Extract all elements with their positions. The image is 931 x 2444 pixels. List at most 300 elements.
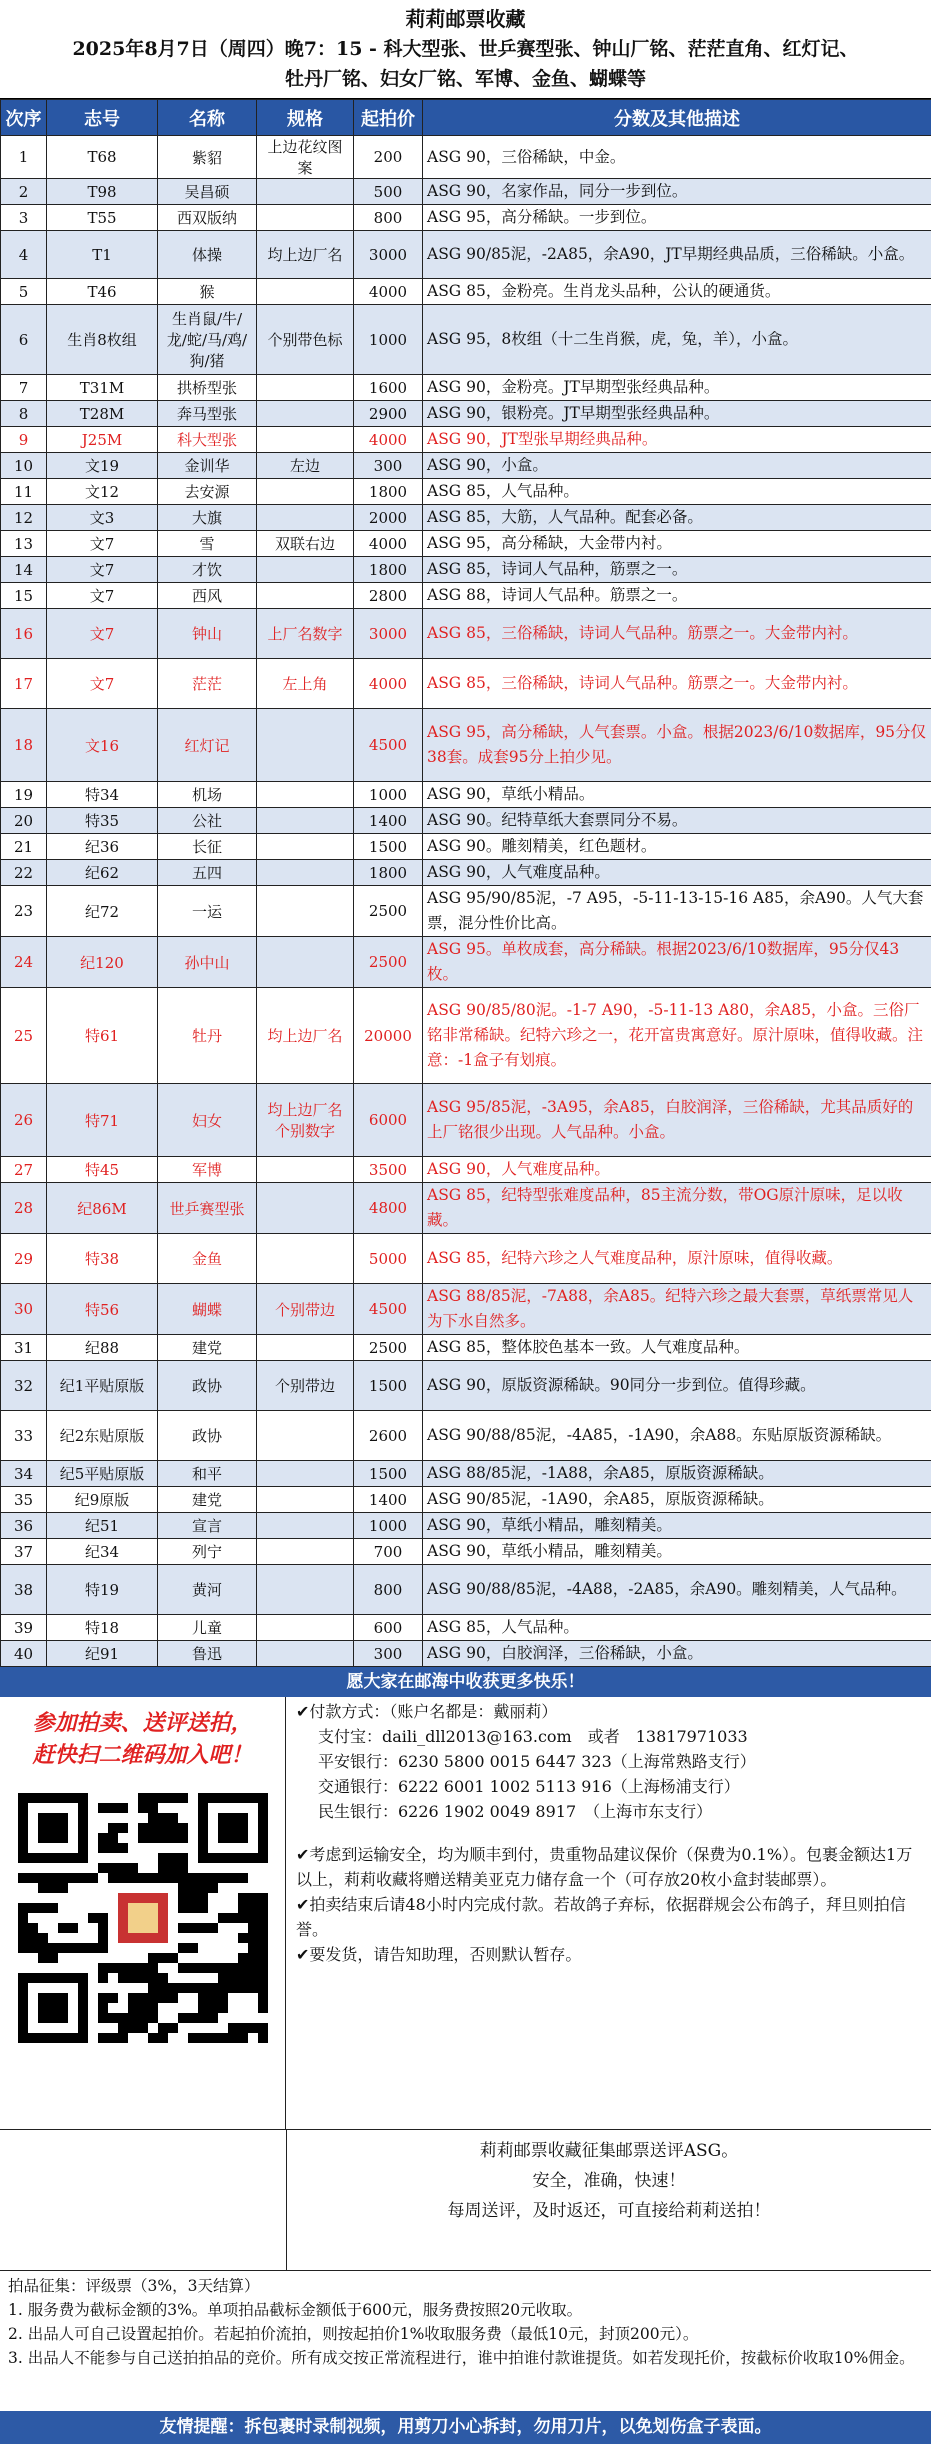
cell-spec [257,1411,354,1461]
table-row [1,1539,931,1565]
auction-subtitle-2: 牡丹厂铭、妇女厂铭、军博、金鱼、蝴蝶等 [0,64,931,94]
cell-price: 200 [354,136,423,179]
cell-spec [257,709,354,782]
cell-code: 文7 [47,583,158,609]
cell-name: 茫茫 [158,659,257,709]
cell-no: 35 [1,1487,47,1513]
cell-spec [257,1157,354,1183]
promo-line-2: 赶快扫二维码加入吧！ [0,1739,285,1771]
cell-code: 纪86M [47,1183,158,1234]
cell-spec [257,1513,354,1539]
cell-no: 17 [1,659,47,709]
table-row [1,886,931,937]
table-row [1,1615,931,1641]
cell-name: 紫貂 [158,136,257,179]
cell-price: 2900 [354,401,423,427]
cell-desc: ASG 95，8枚组（十二生肖猴，虎，兔，羊），小盒。 [423,305,931,375]
cell-name: 黄河 [158,1565,257,1615]
cell-spec [257,1615,354,1641]
cell-desc: ASG 90，银粉亮。JT早期型张经典品种。 [423,401,931,427]
cell-code: 纪120 [47,937,158,988]
cell-desc: ASG 90，金粉亮。JT早期型张经典品种。 [423,375,931,401]
cell-no: 7 [1,375,47,401]
greeting-banner: 愿大家在邮海中收获更多快乐！ [0,1667,931,1697]
cell-desc: ASG 90。纪特草纸大套票同分不易。 [423,808,931,834]
cell-price: 4000 [354,427,423,453]
cell-price: 3500 [354,1157,423,1183]
cell-desc: ASG 90，人气难度品种。 [423,860,931,886]
cell-price: 1000 [354,1513,423,1539]
qr-panel [0,1697,286,2129]
cell-code: 文7 [47,609,158,659]
cell-name: 体操 [158,231,257,279]
table-row [1,583,931,609]
cell-desc: ASG 90，三俗稀缺，中金。 [423,136,931,179]
cell-code: 文16 [47,709,158,782]
cell-price: 5000 [354,1234,423,1284]
table-row [1,427,931,453]
cell-name: 建党 [158,1335,257,1361]
table-row [1,1513,931,1539]
cell-name: 吴昌硕 [158,179,257,205]
cell-price: 1600 [354,375,423,401]
table-row [1,453,931,479]
cell-code: 特19 [47,1565,158,1615]
cell-desc: ASG 95/85泥，-3A95，余A85，白胶润泽，三俗稀缺，尤其品质好的上厂铭很少出现。人气品种。小盒。 [423,1084,931,1157]
cell-spec [257,1234,354,1284]
cell-code: T28M [47,401,158,427]
cell-name: 妇女 [158,1084,257,1157]
cell-no: 4 [1,231,47,279]
cell-desc: ASG 85，人气品种。 [423,479,931,505]
cell-spec [257,886,354,937]
cell-desc: ASG 95，高分稀缺。一步到位。 [423,205,931,231]
cell-no: 28 [1,1183,47,1234]
cell-desc: ASG 90，名家作品，同分一步到位。 [423,179,931,205]
cell-spec [257,401,354,427]
cell-name: 科大型张 [158,427,257,453]
cell-price: 2800 [354,583,423,609]
cell-spec: 左上角 [257,659,354,709]
table-row [1,1183,931,1234]
cell-no: 33 [1,1411,47,1461]
cell-no: 24 [1,937,47,988]
table-row [1,1461,931,1487]
cell-spec [257,179,354,205]
cell-price: 1000 [354,305,423,375]
cell-price: 600 [354,1615,423,1641]
cell-price: 800 [354,1565,423,1615]
table-row [1,1411,931,1461]
cell-spec: 个别带边 [257,1361,354,1411]
cell-price: 4500 [354,1284,423,1335]
cell-no: 5 [1,279,47,305]
cell-no: 27 [1,1157,47,1183]
cell-no: 25 [1,988,47,1084]
rules-section [0,2271,931,2411]
cell-price: 2500 [354,1335,423,1361]
cell-price: 2000 [354,505,423,531]
cell-desc: ASG 85，三俗稀缺，诗词人气品种。筋票之一。大金带内衬。 [423,609,931,659]
cell-code: 文19 [47,453,158,479]
cell-name: 猴 [158,279,257,305]
cell-name: 孙中山 [158,937,257,988]
cell-desc: ASG 85，大筋，人气品种。配套必备。 [423,505,931,531]
cell-no: 12 [1,505,47,531]
cell-name: 牡丹 [158,988,257,1084]
cell-spec [257,479,354,505]
cell-no: 13 [1,531,47,557]
bank-info-3: 民生银行：6226 1902 0049 8917 （上海市东支行） [296,1799,921,1824]
cell-spec: 左边 [257,453,354,479]
cell-no: 14 [1,557,47,583]
cell-desc: ASG 85，金粉亮。生肖龙头品种，公认的硬通货。 [423,279,931,305]
cell-spec [257,860,354,886]
cell-price: 2500 [354,886,423,937]
alipay-info: 支付宝：daili_dll2013@163.com 或者 13817971033 [296,1724,921,1749]
cell-desc: ASG 90，原版资源稀缺。90同分一步到位。值得珍藏。 [423,1361,931,1411]
cell-desc: ASG 85，诗词人气品种，筋票之一。 [423,557,931,583]
cell-spec [257,279,354,305]
cell-no: 39 [1,1615,47,1641]
cell-code: 纪9原版 [47,1487,158,1513]
table-row [1,1565,931,1615]
cell-price: 1000 [354,782,423,808]
cell-code: 特71 [47,1084,158,1157]
payment-panel [286,1697,931,2129]
cell-code: 文3 [47,505,158,531]
delivery-note: ✔要发货，请告知助理，否则默认暂存。 [296,1942,921,1967]
cell-spec: 均上边厂名 [257,988,354,1084]
cell-code: T31M [47,375,158,401]
cell-no: 40 [1,1641,47,1667]
table-row [1,231,931,279]
table-row [1,659,931,709]
cell-code: 纪62 [47,860,158,886]
table-row [1,1084,931,1157]
cell-name: 才饮 [158,557,257,583]
table-row [1,531,931,557]
table-row [1,375,931,401]
cell-spec [257,1565,354,1615]
cell-name: 金鱼 [158,1234,257,1284]
cell-price: 4000 [354,531,423,557]
cell-no: 10 [1,453,47,479]
cell-name: 鲁迅 [158,1641,257,1667]
cell-price: 300 [354,453,423,479]
cell-code: 特34 [47,782,158,808]
cell-desc: ASG 90，小盒。 [423,453,931,479]
cell-name: 西双版纳 [158,205,257,231]
column-header-spec: 规格 [257,100,354,136]
cell-price: 4800 [354,1183,423,1234]
cell-desc: ASG 85，纪特型张难度品种，85主流分数，带OG原汁原味，足以收藏。 [423,1183,931,1234]
cell-price: 500 [354,179,423,205]
cell-spec: 均上边厂名个别数字 [257,1084,354,1157]
cell-code: 文7 [47,659,158,709]
cell-code: 特38 [47,1234,158,1284]
collect-line-3: 每周送评，及时返还，可直接给莉莉送拍！ [287,2196,931,2226]
cell-code: T68 [47,136,158,179]
table-row [1,860,931,886]
cell-spec [257,375,354,401]
cell-spec [257,937,354,988]
collection-section [0,2130,931,2271]
table-row [1,179,931,205]
table-row [1,937,931,988]
table-row [1,988,931,1084]
cell-spec [257,1461,354,1487]
cell-price: 2600 [354,1411,423,1461]
cell-desc: ASG 90/85/80泥。-1-7 A90，-5-11-13 A80，余A85，小盒。三俗厂铭非常稀缺。纪特六珍之一，花开富贵寓意好。原汁原味，值得收藏。注意：-1盒子有划痕。 [423,988,931,1084]
cell-spec: 上边花纹图案 [257,136,354,179]
info-section [0,1697,931,2130]
page-header [0,0,931,99]
cell-no: 26 [1,1084,47,1157]
cell-spec [257,834,354,860]
cell-desc: ASG 90/85泥，-2A85，余A90，JT早期经典品质，三俗稀缺。小盒。 [423,231,931,279]
cell-price: 300 [354,1641,423,1667]
cell-name: 去安源 [158,479,257,505]
cell-no: 36 [1,1513,47,1539]
cell-code: 纪5平贴原版 [47,1461,158,1487]
cell-no: 19 [1,782,47,808]
cell-no: 31 [1,1335,47,1361]
table-row [1,1487,931,1513]
cell-name: 金训华 [158,453,257,479]
cell-code: J25M [47,427,158,453]
shipping-note: ✔考虑到运输安全，均为顺丰到付，贵重物品建议保价（保费为0.1%）。包裹金额达1万以上，莉莉收藏将赠送精美亚克力储存盒一个（可存放20枚小盒封装邮票）。 [296,1842,921,1892]
column-header-price: 起拍价 [354,100,423,136]
table-row [1,136,931,179]
cell-no: 6 [1,305,47,375]
cell-spec: 上厂名数字 [257,609,354,659]
cell-name: 雪 [158,531,257,557]
bank-info-1: 平安银行：6230 5800 0015 6447 323（上海常熟路支行） [296,1749,921,1774]
table-row [1,557,931,583]
cell-code: 纪34 [47,1539,158,1565]
column-header-code: 志号 [47,100,158,136]
cell-price: 1500 [354,834,423,860]
cell-price: 1800 [354,479,423,505]
table-row [1,305,931,375]
cell-spec: 个别带色标 [257,305,354,375]
table-row [1,1284,931,1335]
cell-spec [257,1539,354,1565]
cell-desc: ASG 85，纪特六珍之人气难度品种，原汁原味，值得收藏。 [423,1234,931,1284]
cell-spec: 双联右边 [257,531,354,557]
cell-name: 五四 [158,860,257,886]
cell-code: T98 [47,179,158,205]
cell-name: 宣言 [158,1513,257,1539]
cell-desc: ASG 88/85泥，-7A88，余A85。纪特六珍之最大套票，草纸票常见人为下水自然多。 [423,1284,931,1335]
cell-no: 29 [1,1234,47,1284]
bank-info-2: 交通银行：6222 6001 1002 5113 916（上海杨浦支行） [296,1774,921,1799]
payment-rule: ✔拍卖结束后请48小时内完成付款。若故鸽子弃标，依据群规会公布鸽子，拜旦则拍信誉。 [296,1892,921,1942]
cell-spec [257,1487,354,1513]
cell-desc: ASG 90，草纸小精品，雕刻精美。 [423,1513,931,1539]
table-row [1,401,931,427]
cell-desc: ASG 90，草纸小精品。 [423,782,931,808]
cell-no: 2 [1,179,47,205]
rule-2: 2. 出品人可自己设置起拍价。若起拍价流拍，则按起拍价1%收取服务费（最低10元，封顶200元）。 [8,2322,923,2346]
collect-line-1: 莉莉邮票收藏征集邮票送评ASG。 [287,2136,931,2166]
cell-desc: ASG 90。雕刻精美，红色题材。 [423,834,931,860]
rule-3: 3. 出品人不能参与自己送拍拍品的竞价。所有成交按正常流程进行，谁中拍谁付款谁提货。如若发现托价，按截标价收取10%佣金。 [8,2346,923,2370]
cell-no: 30 [1,1284,47,1335]
qr-code[interactable] [18,1793,268,2043]
cell-price: 3000 [354,231,423,279]
cell-code: 纪88 [47,1335,158,1361]
rule-1: 1. 服务费为截标金额的3%。单项拍品截标金额低于600元，服务费按照20元收取。 [8,2298,923,2322]
cell-name: 儿童 [158,1615,257,1641]
cell-desc: ASG 90/85泥，-1A90，余A85，原版资源稀缺。 [423,1487,931,1513]
cell-desc: ASG 85，人气品种。 [423,1615,931,1641]
payment-title: ✔付款方式：（账户名都是：戴丽莉） [296,1699,921,1724]
table-row [1,205,931,231]
cell-spec: 个别带边 [257,1284,354,1335]
footer-reminder: 友情提醒：拆包裹时录制视频，用剪刀小心拆封，勿用刀片，以免划伤盒子表面。 [0,2411,931,2444]
cell-code: 文12 [47,479,158,505]
cell-code: 纪91 [47,1641,158,1667]
cell-code: 特35 [47,808,158,834]
table-row [1,1641,931,1667]
cell-code: 纪51 [47,1513,158,1539]
cell-no: 1 [1,136,47,179]
cell-name: 长征 [158,834,257,860]
table-header-row [1,100,931,136]
cell-price: 3000 [354,609,423,659]
cell-desc: ASG 90，白胶润泽，三俗稀缺，小盒。 [423,1641,931,1667]
cell-price: 1500 [354,1461,423,1487]
table-row [1,1335,931,1361]
cell-name: 奔马型张 [158,401,257,427]
cell-desc: ASG 95。单枚成套，高分稀缺。根据2023/6/10数据库，95分仅43枚。 [423,937,931,988]
cell-name: 公社 [158,808,257,834]
cell-code: 特18 [47,1615,158,1641]
cell-no: 23 [1,886,47,937]
table-row [1,479,931,505]
cell-price: 1500 [354,1361,423,1411]
cell-name: 蝴蝶 [158,1284,257,1335]
cell-spec [257,782,354,808]
cell-code: 纪2东贴原版 [47,1411,158,1461]
cell-name: 政协 [158,1411,257,1461]
cell-desc: ASG 88，诗词人气品种。筋票之一。 [423,583,931,609]
cell-price: 4000 [354,659,423,709]
cell-no: 3 [1,205,47,231]
cell-spec [257,1335,354,1361]
column-header-no: 次序 [1,100,47,136]
table-body [1,136,931,1667]
cell-name: 和平 [158,1461,257,1487]
column-header-name: 名称 [158,100,257,136]
auction-table [0,99,931,1667]
cell-no: 15 [1,583,47,609]
cell-desc: ASG 90，人气难度品种。 [423,1157,931,1183]
cell-no: 21 [1,834,47,860]
table-row [1,808,931,834]
cell-code: T1 [47,231,158,279]
cell-no: 9 [1,427,47,453]
cell-name: 政协 [158,1361,257,1411]
cell-price: 4500 [354,709,423,782]
cell-price: 1400 [354,1487,423,1513]
cell-price: 2500 [354,937,423,988]
cell-no: 37 [1,1539,47,1565]
cell-desc: ASG 88/85泥，-1A88，余A85，原版资源稀缺。 [423,1461,931,1487]
cell-desc: ASG 85，三俗稀缺，诗词人气品种。筋票之一。大金带内衬。 [423,659,931,709]
table-row [1,782,931,808]
auction-subtitle: 2025年8月7日（周四）晚7：15 - 科大型张、世乒赛型张、钟山厂铭、茫茫直角、红灯记、 [0,34,931,64]
table-row [1,279,931,305]
cell-name: 军博 [158,1157,257,1183]
cell-price: 1800 [354,860,423,886]
cell-no: 34 [1,1461,47,1487]
cell-spec [257,1641,354,1667]
cell-code: 纪1平贴原版 [47,1361,158,1411]
cell-name: 世乒赛型张 [158,1183,257,1234]
cell-no: 22 [1,860,47,886]
cell-name: 红灯记 [158,709,257,782]
cell-spec [257,205,354,231]
table-row [1,709,931,782]
cell-desc: ASG 95/90/85泥，-7 A95，-5-11-13-15-16 A85，余A90。人气大套票，混分性价比高。 [423,886,931,937]
cell-price: 1400 [354,808,423,834]
table-row [1,1361,931,1411]
cell-no: 18 [1,709,47,782]
cell-code: 文7 [47,531,158,557]
cell-spec [257,583,354,609]
column-header-desc: 分数及其他描述 [423,100,931,136]
cell-price: 800 [354,205,423,231]
cell-desc: ASG 90，JT型张早期经典品种。 [423,427,931,453]
cell-code: 纪72 [47,886,158,937]
table-row [1,609,931,659]
cell-no: 20 [1,808,47,834]
cell-name: 列宁 [158,1539,257,1565]
cell-price: 1800 [354,557,423,583]
cell-name: 大旗 [158,505,257,531]
cell-code: 特61 [47,988,158,1084]
cell-code: 特56 [47,1284,158,1335]
page-title: 莉莉邮票收藏 [0,0,931,34]
table-row [1,1234,931,1284]
cell-name: 生肖鼠/牛/龙/蛇/马/鸡/狗/猪 [158,305,257,375]
rules-title: 拍品征集：评级票（3%，3天结算） [8,2274,923,2298]
cell-spec [257,808,354,834]
cell-desc: ASG 85，整体胶色基本一致。人气难度品种。 [423,1335,931,1361]
cell-desc: ASG 90/88/85泥，-4A88，-2A85，余A90。雕刻精美，人气品种。 [423,1565,931,1615]
cell-no: 8 [1,401,47,427]
table-row [1,1157,931,1183]
cell-code: T46 [47,279,158,305]
cell-price: 700 [354,1539,423,1565]
cell-no: 38 [1,1565,47,1615]
cell-desc: ASG 90/88/85泥，-4A85，-1A90，余A88。东贴原版资源稀缺。 [423,1411,931,1461]
cell-name: 钟山 [158,609,257,659]
cell-spec [257,557,354,583]
cell-desc: ASG 95，高分稀缺，大金带内衬。 [423,531,931,557]
table-row [1,834,931,860]
cell-desc: ASG 95，高分稀缺，人气套票。小盒。根据2023/6/10数据库，95分仅38套。成套95分上拍少见。 [423,709,931,782]
cell-code: 纪36 [47,834,158,860]
cell-name: 西风 [158,583,257,609]
cell-no: 11 [1,479,47,505]
cell-code: 特45 [47,1157,158,1183]
cell-price: 4000 [354,279,423,305]
cell-price: 6000 [354,1084,423,1157]
